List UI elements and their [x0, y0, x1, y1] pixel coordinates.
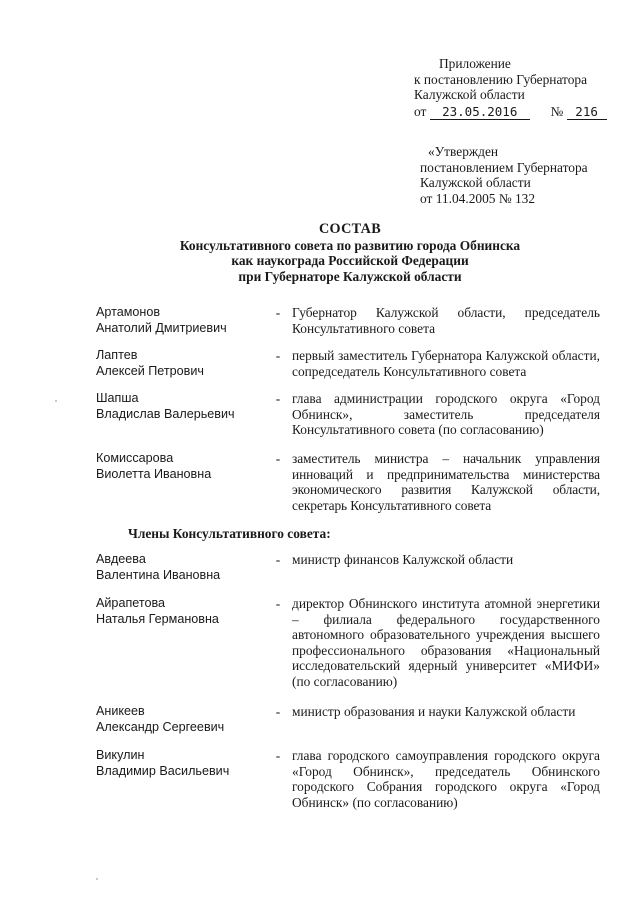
member-surname: Лаптев — [96, 348, 138, 362]
member-given-names: Виолетта Ивановна — [96, 466, 212, 481]
approved-note — [420, 144, 630, 206]
appendix-note — [414, 56, 629, 120]
member-surname: Комиссарова — [96, 451, 174, 465]
decree-date: 23.05.2016 — [430, 105, 530, 120]
member-position: заместитель министра – начальник управления инноваций и предпринимательства министерства экономического развития Калужской области, секретарь Консультативного совета — [292, 451, 600, 513]
member-position: директор Обнинского института атомной энергетики – филиала федерального государственного автономного образовательного учреждения высшего профессионального образования «Национальный исследовательский ядерный университет «МИФИ» (по согласованию) — [292, 596, 600, 689]
appendix-reference — [414, 104, 629, 120]
member-surname: Айрапетова — [96, 596, 166, 610]
separator-dash: - — [275, 552, 281, 567]
appendix-title: Приложение — [439, 56, 511, 71]
number-sign: № — [550, 103, 564, 119]
approved-line-1: «Утвержден — [428, 144, 499, 159]
member-name — [96, 704, 266, 735]
member-position: первый заместитель Губернатора Калужской области, сопредседатель Консультативного совета — [292, 348, 600, 379]
approved-line-4: от 11.04.2005 № 132 — [420, 190, 536, 206]
member-surname: Аникеев — [96, 704, 145, 718]
scan-speck — [55, 400, 57, 402]
appendix-line-2: Калужской области — [414, 87, 525, 103]
members-heading: Члены Консультативного совета: — [128, 526, 331, 541]
scan-speck — [96, 878, 98, 880]
separator-dash: - — [275, 305, 281, 320]
member-name — [96, 596, 266, 627]
member-position: глава администрации городского округа «Город Обнинск», заместитель председателя Консультативного совета (по согласованию) — [292, 391, 600, 438]
member-surname: Авдеева — [96, 552, 146, 566]
heading-line-2: как наукограда Российской Федерации — [231, 253, 469, 269]
member-position: министр образования и науки Калужской области — [292, 704, 576, 719]
decree-number: 216 — [567, 105, 607, 120]
member-name — [96, 305, 266, 336]
separator-dash: - — [275, 748, 281, 763]
member-given-names: Владимир Васильевич — [96, 763, 230, 778]
heading-line-3: при Губернаторе Калужской области — [238, 268, 462, 284]
member-name — [96, 451, 266, 482]
separator-dash: - — [275, 596, 281, 611]
separator-dash: - — [275, 391, 281, 406]
member-surname: Артамонов — [96, 305, 161, 319]
document-heading — [100, 222, 600, 284]
member-name — [96, 552, 266, 583]
member-name — [96, 348, 266, 379]
heading-title: СОСТАВ — [319, 221, 381, 237]
member-given-names: Наталья Германовна — [96, 611, 219, 626]
date-prefix: от — [414, 103, 427, 119]
member-position: министр финансов Калужской области — [292, 552, 514, 567]
separator-dash: - — [275, 704, 281, 719]
member-given-names: Анатолий Дмитриевич — [96, 320, 227, 335]
member-surname: Викулин — [96, 748, 145, 762]
heading-line-1: Консультативного совета по развитию города Обнинска — [179, 237, 521, 253]
approved-line-2: постановлением Губернатора — [420, 159, 588, 175]
appendix-line-1: к постановлению Губернатора — [414, 71, 588, 87]
member-surname: Шапша — [96, 391, 139, 405]
member-given-names: Алексей Петрович — [96, 363, 204, 378]
member-position: глава городского самоуправления городского округа «Город Обнинск», председатель Обнинского городского Собрания городского округа «Город Обнинск» (по согласованию) — [292, 748, 600, 810]
member-given-names: Александр Сергеевич — [96, 719, 225, 734]
member-given-names: Валентина Ивановна — [96, 567, 221, 582]
approved-line-3: Калужской области — [420, 175, 531, 191]
member-name — [96, 748, 266, 779]
member-position: Губернатор Калужской области, председатель Консультативного совета — [292, 305, 600, 336]
member-name — [96, 391, 266, 422]
separator-dash: - — [275, 451, 281, 466]
member-given-names: Владислав Валерьевич — [96, 406, 235, 421]
separator-dash: - — [275, 348, 281, 363]
